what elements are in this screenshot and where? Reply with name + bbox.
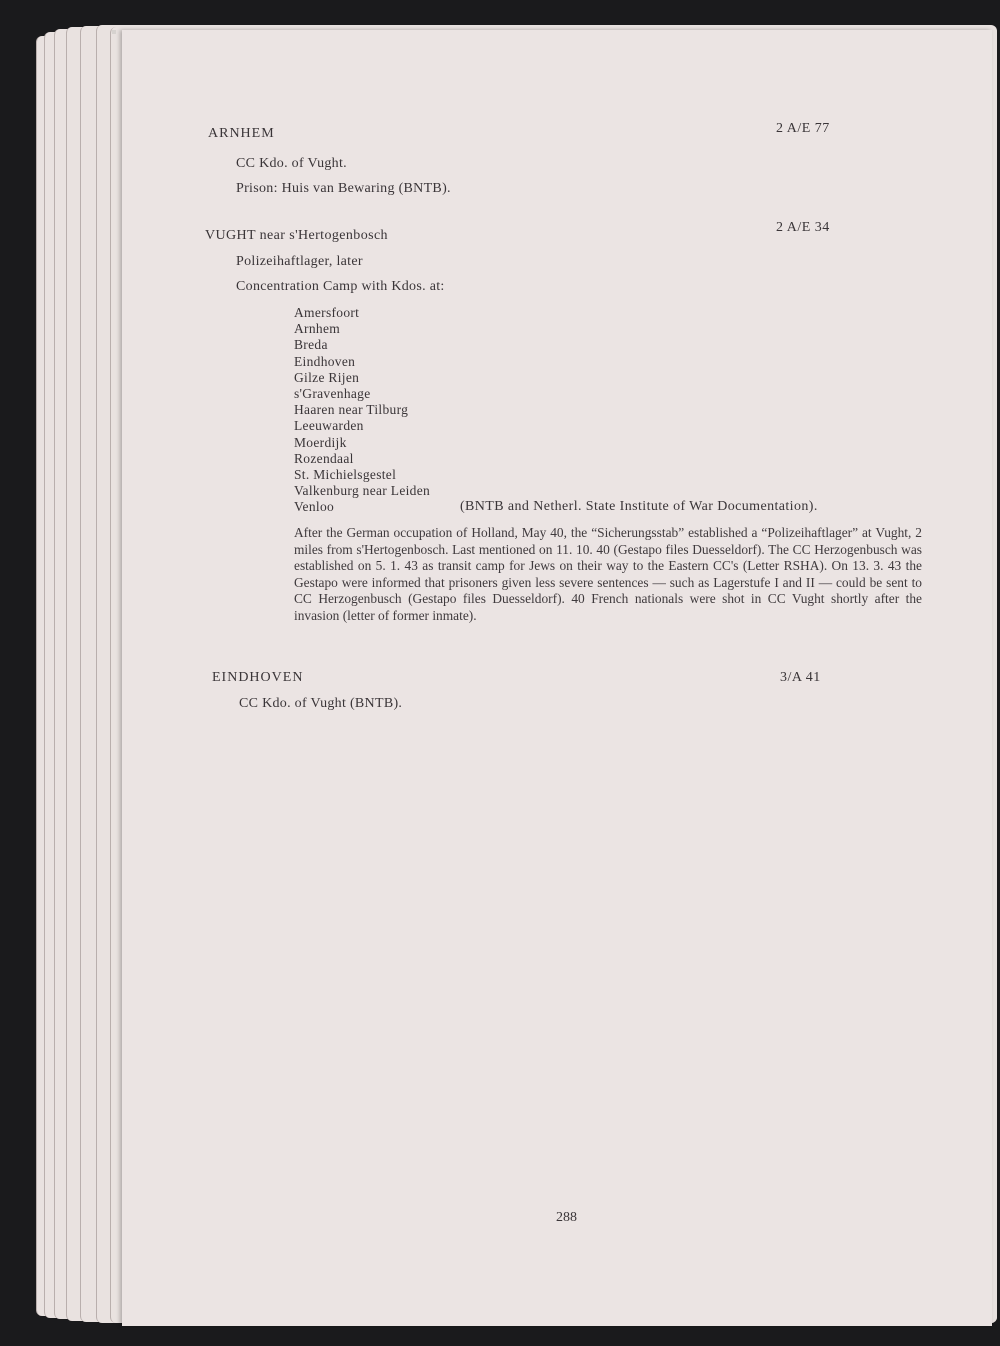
list-item: Gilze Rijen — [294, 369, 360, 385]
list-item: Leeuwarden — [294, 418, 364, 434]
entry-arnhem-ref: 2 A/E 77 — [776, 121, 830, 136]
entry-vught-ref: 2 A/E 34 — [776, 220, 830, 235]
list-item: Valkenburg near Leiden — [294, 483, 431, 499]
kdo-list — [294, 305, 430, 516]
entry-eindhoven-title: EINDHOVEN — [212, 670, 304, 685]
entry-eindhoven-line: CC Kdo. of Vught (BNTB). — [239, 696, 403, 711]
list-item: St. Michielsgestel — [294, 467, 397, 483]
list-item: s'Gravenhage — [294, 386, 371, 402]
list-item: Venloo — [294, 499, 335, 515]
list-item: Haaren near Tilburg — [294, 402, 409, 418]
list-item: Amersfoort — [294, 305, 360, 320]
book — [34, 24, 984, 1324]
entry-vught-description: After the German occupation of Holland, May 40, the “Sicherungsstab” established a “Polizeihaftlager” at Vught, 2 miles from s'Hertogenbosch. Last mentioned on 11. 10. 40 (Gestapo files Duesseldorf). The CC Herzogenbusch was established on 5. 1. 43 as transit camp for Jews on their way to the Eastern CC's (Letter RSHA). On 13. 3. 43 the Gestapo were informed that prisoners given less severe sentences — such as Lagerstufe I and II — could be sent to CC Herzogenbusch (Gestapo files Duesseldorf). 40 French nationals were shot in CC Vught shortly after the invasion (letter of former inmate). — [294, 525, 922, 623]
list-item: Rozendaal — [294, 450, 354, 466]
entry-vught-line: Concentration Camp with Kdos. at: — [236, 279, 445, 294]
scan-dust — [112, 30, 116, 34]
entry-eindhoven-ref: 3/A 41 — [780, 670, 821, 685]
entry-arnhem-line: Prison: Huis van Bewaring (BNTB). — [236, 181, 451, 196]
entry-vught-line: Polizeihaftlager, later — [236, 254, 363, 269]
entry-vught-source: (BNTB and Netherl. State Institute of War Documentation). — [460, 499, 818, 514]
entry-arnhem-line: CC Kdo. of Vught. — [236, 156, 347, 171]
list-item: Breda — [294, 337, 328, 353]
page-number: 288 — [556, 1210, 577, 1225]
entry-arnhem-title: ARNHEM — [208, 126, 275, 141]
entry-vught-title: VUGHT near s'Hertogenbosch — [205, 228, 388, 243]
list-item: Eindhoven — [294, 353, 356, 369]
list-item: Moerdijk — [294, 434, 347, 450]
list-item: Arnhem — [294, 321, 341, 337]
